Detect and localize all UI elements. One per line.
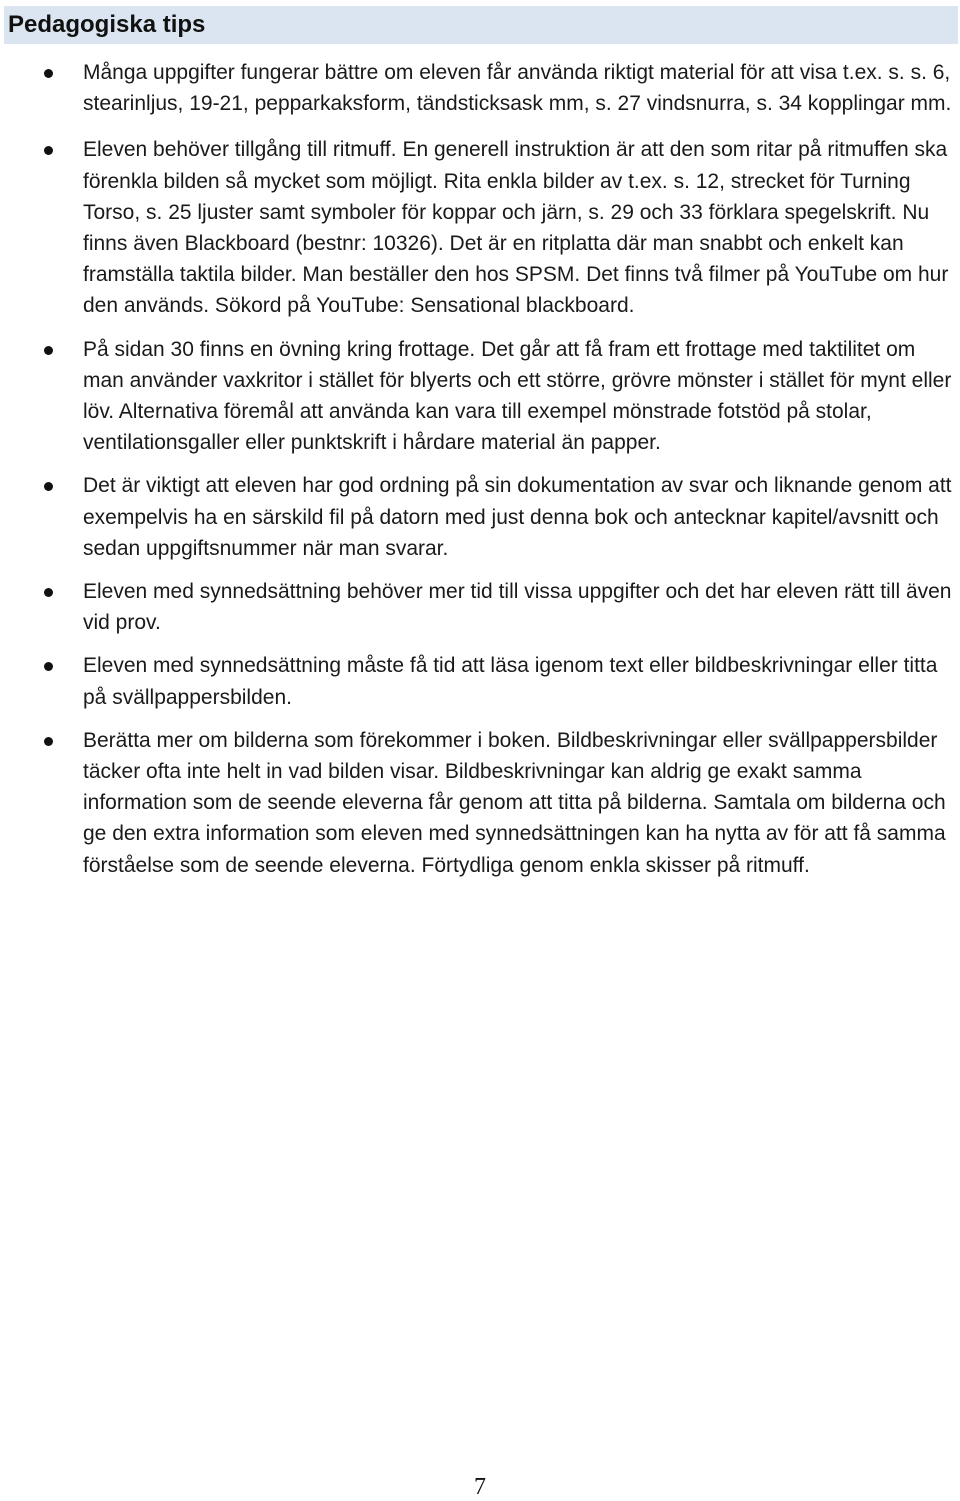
section-heading-bar [4,6,958,44]
list-item-text: Det är viktigt att eleven har god ordning på sin dokumentation av svar och liknande genom att exempelvis ha en särskild fil på datorn med just denna bok och antecknar kapitel/avsnitt och sedan uppgiftsnummer när man svarar. [83,474,952,560]
page-number: 7 [474,1474,486,1500]
list-item [0,334,960,459]
bullet-icon [44,346,53,355]
bullet-icon [44,482,53,491]
list-item-text: Många uppgifter fungerar bättre om eleven får använda riktigt material för att visa t.ex. s. s. 6, stearinljus, 19-21, pepparkaksform, tändsticksask mm, s. 27 vindsnurra, s. 34 kopplingar mm. [83,61,952,116]
list-item-text: Berätta mer om bilderna som förekommer i boken. Bildbeskrivningar eller svällpappersbilder täcker ofta inte helt in vad bilden visar. Bildbeskrivningar kan aldrig ge exakt samma information som de seende eleverna får genom att titta på bilderna. Samtala om bilderna och ge den extra information som eleven med synnedsättningen kan ha nytta av för att få samma förståelse som de seende eleverna. Förtydliga genom enkla skisser på ritmuff. [83,728,946,877]
list-item [0,470,960,564]
bullet-icon [44,146,53,155]
list-item [0,650,960,712]
bullet-icon [44,662,53,671]
list-item-text: Eleven behöver tillgång till ritmuff. En generell instruktion är att den som ritar på ritmuffen ska förenkla bilden så mycket som möjligt. Rita enkla bilder av t.ex. s. 12, strecket för Turning Torso, s. 25 ljuster samt symboler för koppar och järn, s. 29 och 33 förklara spegelskrift. Nu finns även Blackboard (bestnr: 10326). Det är en ritplatta där man snabbt och enkelt kan framställa taktila bilder. Man beställer den hos SPSM. Det finns två filmer på YouTube om hur den används. Sökord på YouTube: Sensational blackboard. [83,138,949,318]
list-item [0,576,960,638]
bullet-icon [44,737,53,746]
bullet-icon [44,69,53,78]
bullet-icon [44,588,53,597]
list-item [0,725,960,881]
tips-list [0,57,960,893]
list-item-text: Eleven med synnedsättning behöver mer tid till vissa uppgifter och det har eleven rätt till även vid prov. [83,580,952,635]
list-item-text: På sidan 30 finns en övning kring frottage. Det går att få fram ett frottage med taktilitet om man använder vaxkritor i stället för blyerts och ett större, grövre mönster i stället för mynt eller löv. Alternativa föremål att använda kan vara till exempel mönstrade fotstöd på stolar, ventilationsgaller eller punktskrift i hårdare material än papper. [83,337,952,455]
list-item-text: Eleven med synnedsättning måste få tid att läsa igenom text eller bildbeskrivningar eller titta på svällpappersbilden. [83,654,938,709]
section-heading: Pedagogiska tips [8,11,206,38]
list-item [0,134,960,321]
list-item [0,57,960,119]
